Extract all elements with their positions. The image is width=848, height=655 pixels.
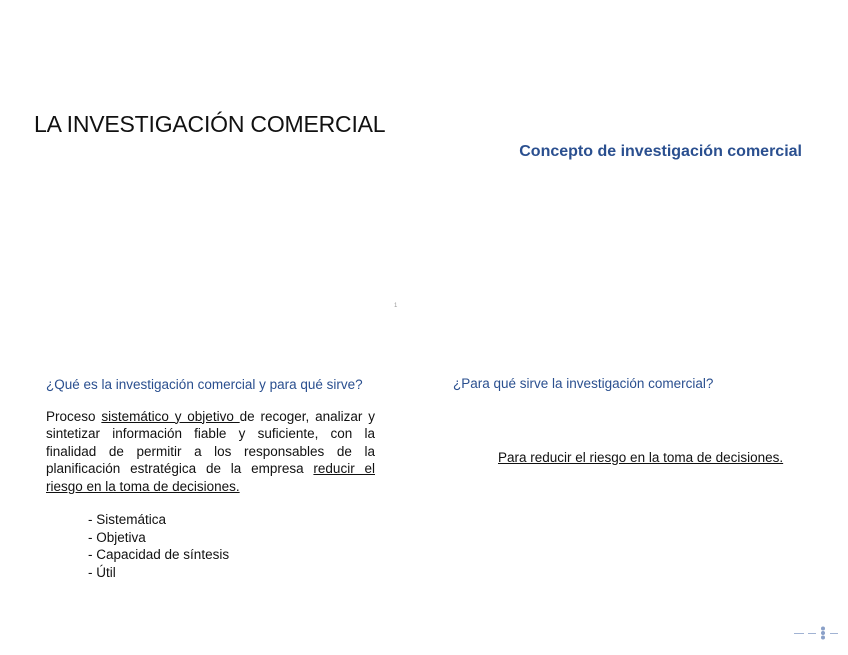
- prev-section-icon[interactable]: [808, 631, 816, 636]
- right-question: ¿Para qué sirve la investigación comercial?: [453, 376, 714, 391]
- right-answer: Para reducir el riesgo en la toma de decisiones.: [498, 450, 784, 465]
- feature-item: - Objetiva: [88, 529, 146, 545]
- next-frame-icon[interactable]: [830, 631, 838, 636]
- left-column: [46, 376, 375, 581]
- main-title: LA INVESTIGACIÓN COMERCIAL: [34, 111, 386, 137]
- left-question: ¿Qué es la investigación comercial y para qué sirve?: [46, 377, 363, 392]
- features-list: [88, 511, 375, 581]
- feature-item: - Capacidad de síntesis: [88, 547, 230, 562]
- definition-underlined-2: reducir el riesgo en la toma de decisiones.: [46, 461, 375, 494]
- feature-item: - Útil: [88, 564, 116, 580]
- definition-underlined-1: sistemático y objetivo: [101, 408, 240, 424]
- feature-item: - Sistemática: [88, 512, 167, 527]
- section-navigation-icon[interactable]: [820, 626, 826, 640]
- prev-frame-icon[interactable]: [794, 631, 804, 636]
- definition-paragraph: [46, 408, 375, 496]
- concept-title: Concepto de investigación comercial: [519, 143, 802, 160]
- navigation-controls: [794, 626, 838, 640]
- definition-text-1: Proceso: [46, 408, 102, 424]
- page-marker: 1: [394, 303, 398, 309]
- definition-text-2: de recoger, analizar y sintetizar información fiable y suficiente, con la finalidad de permitir a los responsables de la planificación estratégica de la empresa: [46, 408, 375, 476]
